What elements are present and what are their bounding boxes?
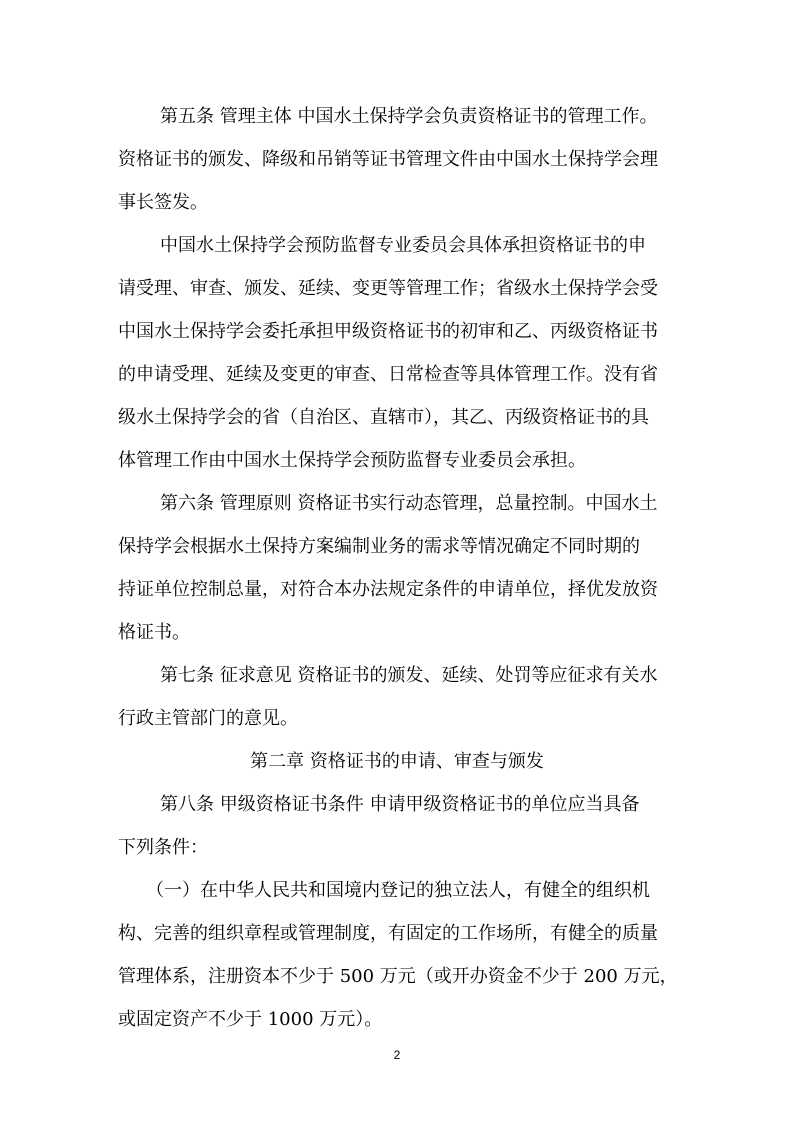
page-number: 2 <box>393 1048 401 1062</box>
item-1-line-2: 构、完善的组织章程或管理制度，有固定的工作场所，有健全的质量 <box>118 923 658 944</box>
article-6-line-4: 格证书。 <box>118 622 190 643</box>
paragraph-2-line-2: 请受理、审查、颁发、延续、变更等管理工作；省级水土保持学会受 <box>118 278 658 299</box>
article-7-line-2: 行政主管部门的意见。 <box>118 708 298 729</box>
item-1-line-1: （一）在中华人民共和国境内登记的独立法人，有健全的组织机 <box>146 880 650 901</box>
article-5-line-2: 资格证书的颁发、降级和吊销等证书管理文件由中国水土保持学会理 <box>118 149 658 170</box>
article-5-line-1: 第五条 管理主体 中国水土保持学会负责资格证书的管理工作。 <box>160 106 658 127</box>
chapter-heading: 第二章 资格证书的申请、审查与颁发 <box>250 751 544 772</box>
paragraph-2-line-3: 中国水土保持学会委托承担甲级资格证书的初审和乙、丙级资格证书 <box>118 321 658 342</box>
article-6-line-2: 保持学会根据水土保持方案编制业务的需求等情况确定不同时期的 <box>118 536 640 557</box>
article-8-line-2: 下列条件： <box>118 837 208 858</box>
item-1-line-3: 管理体系，注册资本不少于 500 万元（或开办资金不少于 200 万元， <box>118 966 678 987</box>
article-7-line-1: 第七条 征求意见 资格证书的颁发、延续、处罚等应征求有关水 <box>160 665 658 686</box>
item-1-line-4: 或固定资产不少于 1000 万元）。 <box>118 1009 383 1030</box>
paragraph-2-line-5: 级水土保持学会的省（自治区、直辖市），其乙、丙级资格证书的具 <box>118 407 649 428</box>
paragraph-2-line-6: 体管理工作由中国水土保持学会预防监督专业委员会承担。 <box>118 450 586 471</box>
article-6-line-3: 持证单位控制总量，对符合本办法规定条件的申请单位，择优发放资 <box>118 579 658 600</box>
article-8-line-1: 第八条 甲级资格证书条件 申请甲级资格证书的单位应当具备 <box>160 794 640 815</box>
paragraph-2-line-4: 的申请受理、延续及变更的审查、日常检查等具体管理工作。没有省 <box>118 364 658 385</box>
article-6-line-1: 第六条 管理原则 资格证书实行动态管理，总量控制。中国水土 <box>160 493 658 514</box>
article-5-line-3: 事长签发。 <box>118 192 208 213</box>
paragraph-2-line-1: 中国水土保持学会预防监督专业委员会具体承担资格证书的申 <box>160 235 646 256</box>
